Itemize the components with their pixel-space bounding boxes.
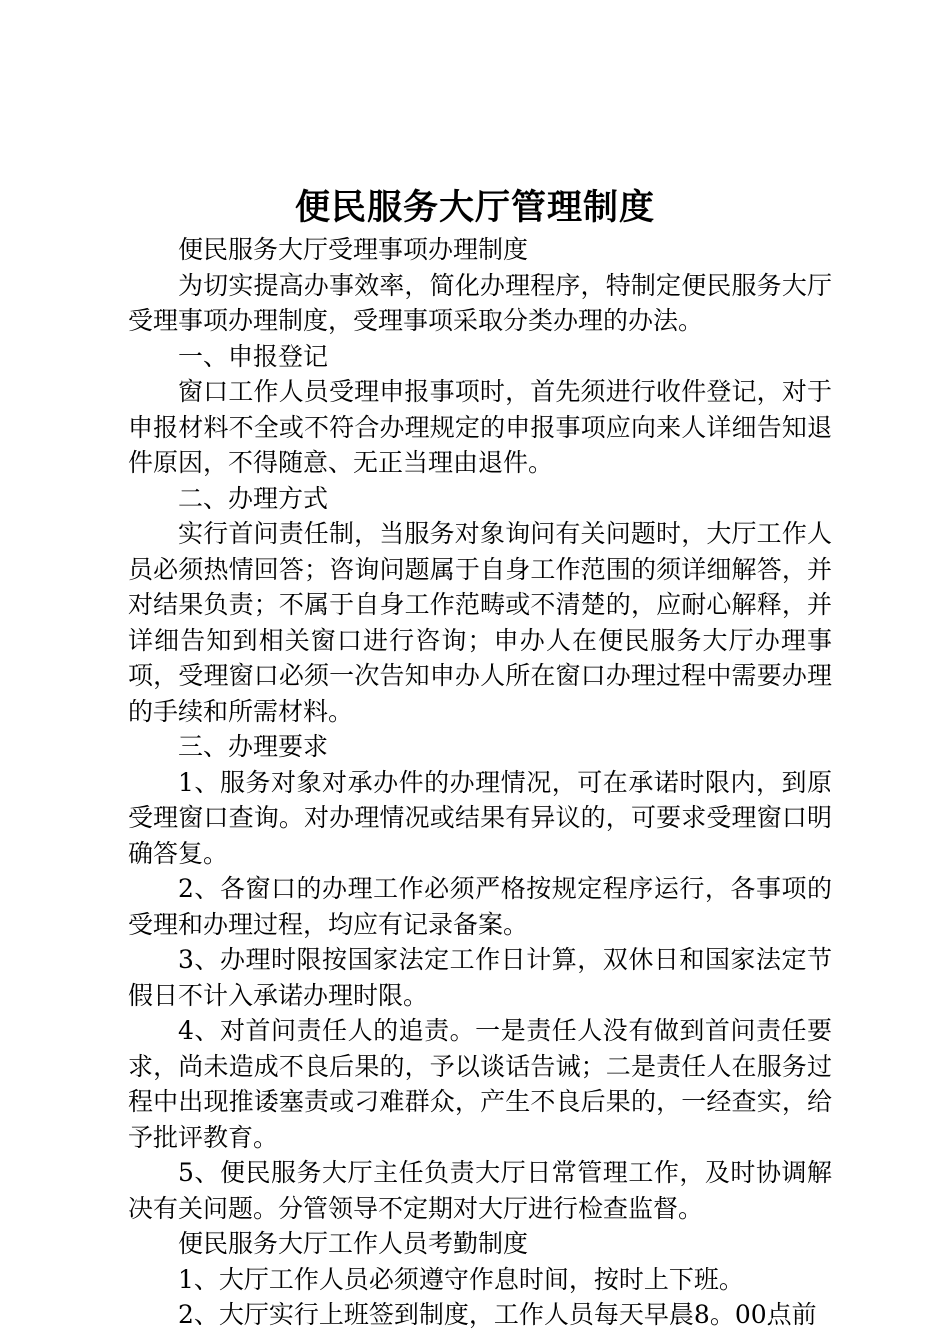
paragraph-method: 实行首问责任制，当服务对象询问有关问题时，大厅工作人员必须热情回答；咨询问题属于自身工作范围的须详细解答，并对结果负责；不属于自身工作范畴或不清楚的，应耐心解释，并详细告知到相关窗口进行咨询；申办人在便民服务大厅办理事项，受理窗口必须一次告知申办人所在窗口办理过程中需要办理的手续和所需材料。: [128, 519, 832, 726]
paragraph-attendance-2: 2、大厅实行上班签到制度，工作人员每天早晨8。00点前: [178, 1300, 817, 1329]
paragraph-requirement-3: 3、办理时限按国家法定工作日计算，双休日和国家法定节假日不计入承诺办理时限。: [128, 945, 832, 1010]
paragraph-registration: 窗口工作人员受理申报事项时，首先须进行收件登记，对于申报材料不全或不符合办理规定的申报事项应向来人详细告知退件原因，不得随意、无正当理由退件。: [128, 377, 832, 477]
paragraph-intro: 为切实提高办事效率，简化办理程序，特制定便民服务大厅受理事项办理制度，受理事项采取分类办理的办法。: [128, 270, 832, 335]
paragraph-requirement-5: 5、便民服务大厅主任负责大厅日常管理工作，及时协调解决有关问题。分管领导不定期对大厅进行检查监督。: [128, 1158, 832, 1223]
paragraph-heading-1: 一、申报登记: [178, 341, 329, 371]
paragraph-attendance-heading: 便民服务大厅工作人员考勤制度: [178, 1229, 529, 1258]
paragraph-requirement-1: 1、服务对象对承办件的办理情况，可在承诺时限内，到原受理窗口查询。对办理情况或结果有异议的，可要求受理窗口明确答复。: [128, 767, 832, 868]
document-title: 便民服务大厅管理制度: [294, 187, 655, 228]
paragraph-section-heading: 便民服务大厅受理事项办理制度: [178, 235, 529, 264]
document-body: [128, 232, 832, 1333]
paragraph-heading-3: 三、办理要求: [178, 732, 329, 761]
paragraph-requirement-2: 2、各窗口的办理工作必须严格按规定程序运行，各事项的受理和办理过程，均应有记录备案。: [128, 874, 832, 939]
paragraph-heading-2: 二、办理方式: [178, 483, 329, 513]
paragraph-attendance-1: 1、大厅工作人员必须遵守作息时间，按时上下班。: [178, 1264, 744, 1294]
paragraph-requirement-4: 4、对首问责任人的追责。一是责任人没有做到首问责任要求，尚未造成不良后果的，予以谈话告诫；二是责任人在服务过程中出现推诿塞责或刁难群众，产生不良后果的，一经查实，给予批评教育。: [128, 1016, 832, 1152]
